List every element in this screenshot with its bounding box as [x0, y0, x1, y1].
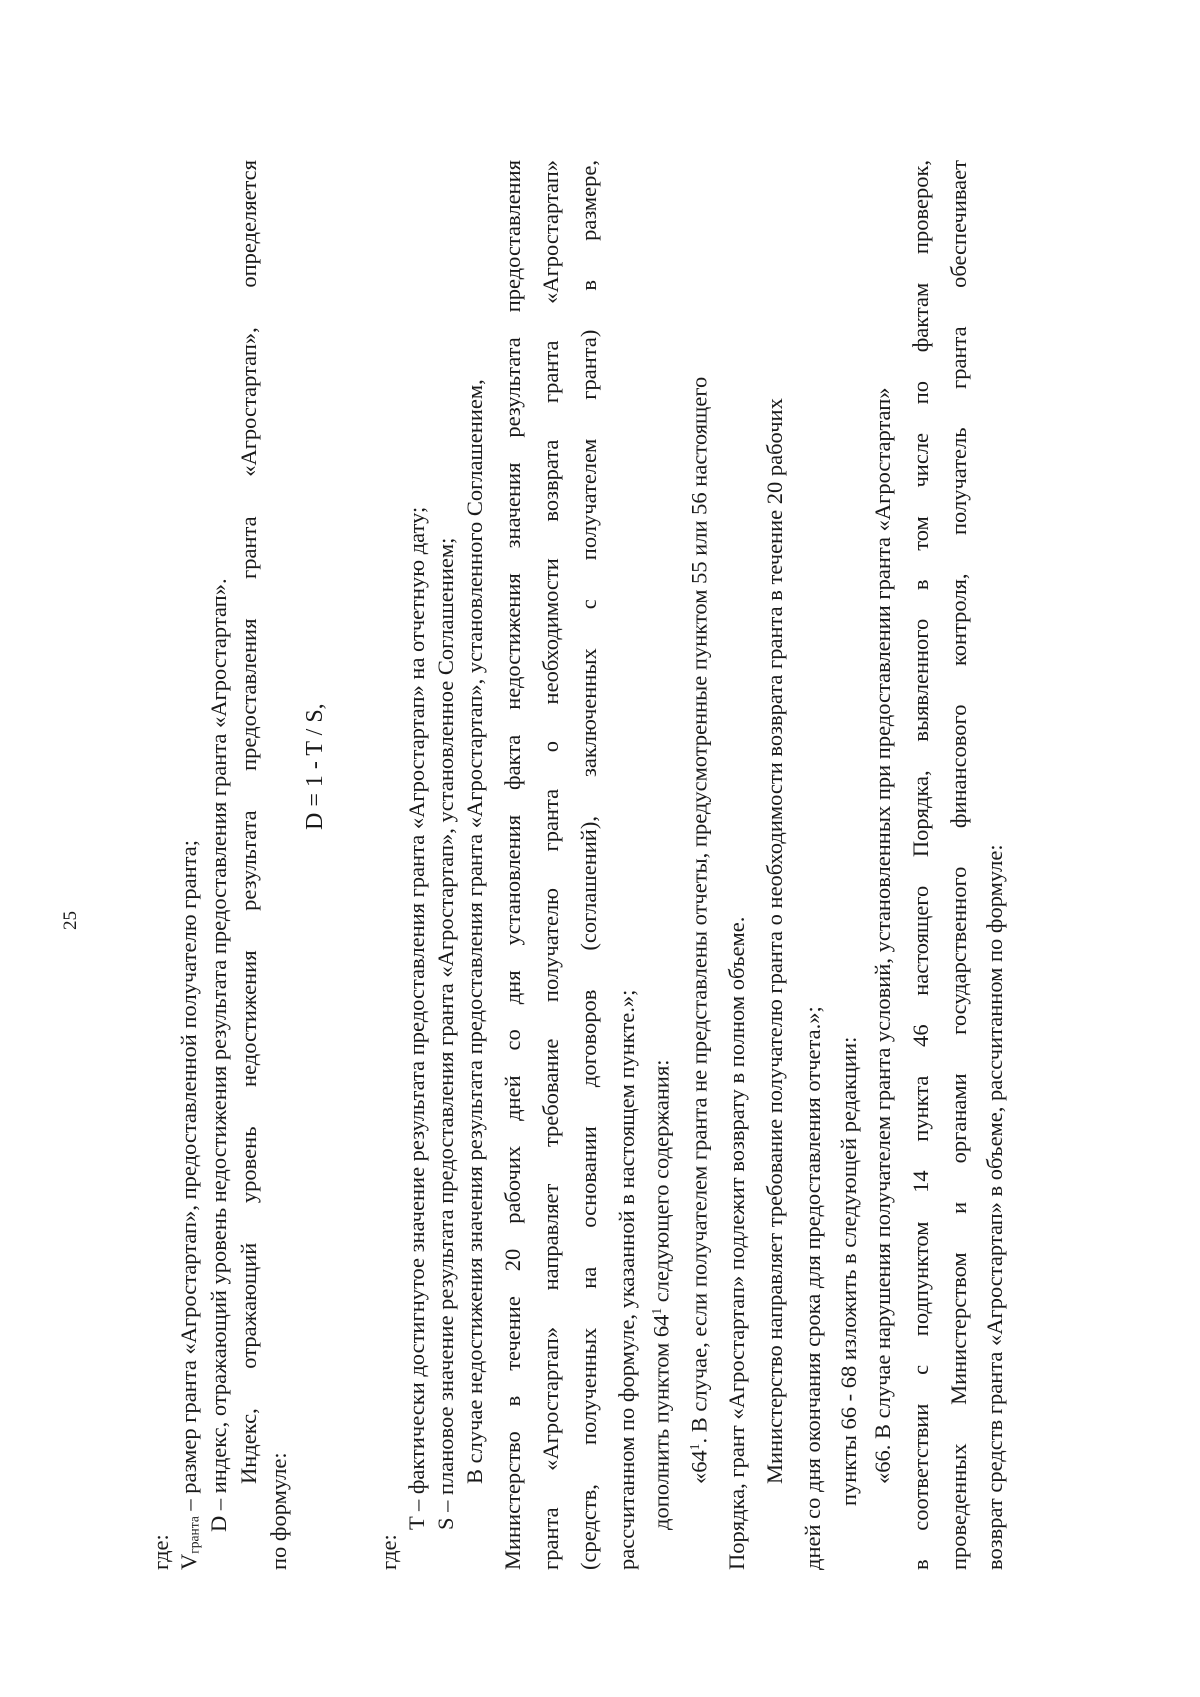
- ministry-line: Министерство в течение 20 рабочих дней со дня установления факта недостижения значения результата предоставления: [500, 160, 525, 1570]
- page-number: 25: [60, 911, 81, 930]
- points-66-68-line: пункты 66 - 68 изложить в следующей редакции:: [836, 1036, 861, 1506]
- add-sup: 1: [649, 1307, 664, 1315]
- t-definition: T – фактически достигнутое значение результата предоставления гранта «Агростартап» на отчетную дату;: [404, 506, 429, 1530]
- formula-d: D = 1 - T / S,: [302, 703, 328, 830]
- order-line: Порядка, грант «Агростартап» подлежит возврату в полном объеме.: [724, 916, 749, 1570]
- return-line: возврат средств гранта «Агростартап» в объеме, рассчитанном по формуле:: [982, 844, 1007, 1570]
- add-prefix: дополнить пунктом 64: [648, 1314, 674, 1530]
- point-66-line: «66. В случае нарушения получателем гранта условий, установленных при предоставлении гранта «Агростартап»: [870, 387, 895, 1484]
- ministry-demand-line: Министерство направляет требование получателю гранта о необходимости возврата гранта в течение 20 рабочих: [762, 398, 787, 1484]
- where-label-2: где:: [376, 1534, 401, 1570]
- funds-line: (средств, полученных на основании договоров (соглашений), заключенных с получателем гранта) в размере,: [576, 160, 601, 1570]
- where-label-1: где:: [148, 1534, 173, 1570]
- held-line: проведенных Министерством и органами государственного финансового контроля, получатель гранта обеспечивает: [946, 160, 971, 1570]
- s-definition: S – плановое значение результата предоставления гранта «Агростартап», установленное Соглашением;: [433, 537, 458, 1530]
- d-definition: D – индекс, отражающий уровень недостижения результата предоставления гранта «Агростартап».: [206, 578, 231, 1532]
- v-text: – размер гранта «Агростартап», предоставленной получателю гранта;: [176, 840, 201, 1517]
- add-suffix: следующего содержания:: [648, 1059, 674, 1308]
- p64-prefix: «64: [686, 1450, 712, 1484]
- v-subscript: гранта: [186, 1516, 202, 1554]
- calc-line: рассчитанном по формуле, указанной в настоящем пункте.»;: [614, 989, 639, 1570]
- accordance-line: в соответствии с подпунктом 14 пункта 46 настоящего Порядка, выявленного в том числе по фактам проверок,: [908, 160, 933, 1570]
- p64-suffix: . В случае, если получателем гранта не представлены отчеты, предусмотренные пунктом 55 или 56 настоящего: [686, 376, 712, 1444]
- rotated-text-block: [60, 70, 1050, 1570]
- grant-line: гранта «Агростартап» направляет требование получателю гранта о необходимости возврата гранта «Агростартап»: [538, 160, 563, 1570]
- case-paragraph-start: В случае недостижения значения результата предоставления гранта «Агростартап», установленного Соглашением,: [462, 379, 487, 1484]
- index-line-1: Индекс, отражающий уровень недостижения результата предоставления гранта «Агростартап», определяется: [236, 160, 261, 1484]
- v-grant-definition: [178, 840, 201, 1570]
- days-line: дней со дня окончания срока для предоставления отчета.»;: [800, 1006, 825, 1570]
- v-symbol: V: [176, 1553, 201, 1570]
- index-line-2: по формуле:: [266, 1452, 291, 1570]
- point-64-1-text: [688, 377, 711, 1484]
- add-point-64-1: [650, 1059, 673, 1530]
- p64-sup: 1: [687, 1443, 702, 1451]
